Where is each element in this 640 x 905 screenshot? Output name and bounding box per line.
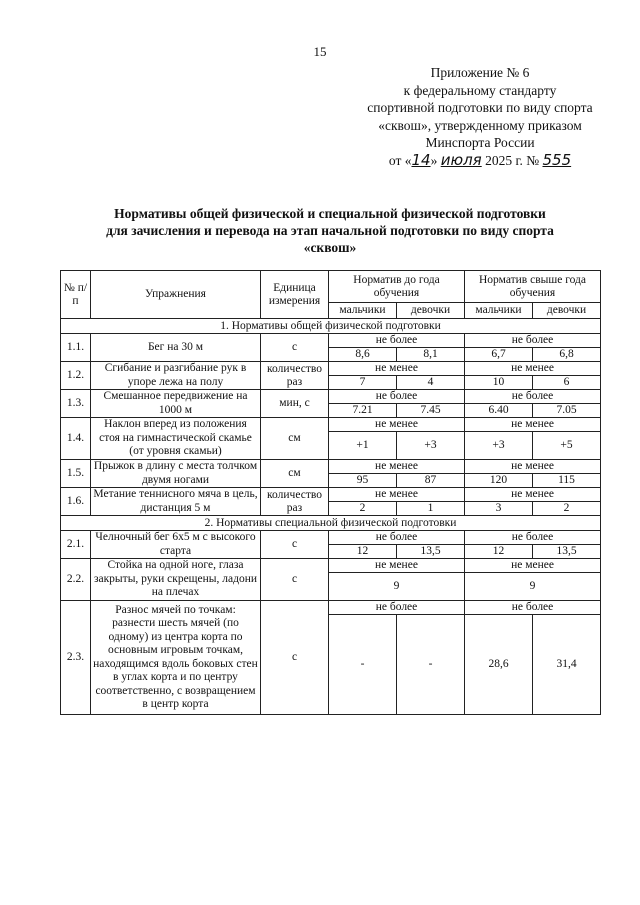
row-condition-before: не менее: [329, 362, 465, 376]
row-exercise: Наклон вперед из положения стоя на гимнастической скамье (от уровня скамьи): [91, 418, 261, 460]
title-line: «сквош»: [303, 240, 357, 255]
header-boys: мальчики: [465, 303, 533, 319]
row-number: 1.6.: [61, 488, 91, 516]
handwritten-order-number: 555: [542, 150, 572, 169]
document-title: [60, 205, 600, 256]
value-before-year: 9: [329, 573, 465, 601]
row-exercise: Смешанное передвижение на 1000 м: [91, 390, 261, 418]
appendix-line: «сквош», утвержденному приказом: [378, 117, 582, 133]
section-title: 1. Нормативы общей физической подготовки: [61, 319, 601, 334]
norms-table: [60, 270, 601, 715]
row-number: 2.2.: [61, 559, 91, 601]
title-line: для зачисления и перевода на этап начальной подготовки по виду спорта: [106, 223, 554, 238]
value-boys-after: 6,7: [465, 348, 533, 362]
row-unit: с: [261, 559, 329, 601]
value-girls-before: 87: [397, 474, 465, 488]
value-girls-before: 8,1: [397, 348, 465, 362]
table-row: [61, 362, 601, 376]
row-condition-before: не более: [329, 390, 465, 404]
value-girls-before: +3: [397, 432, 465, 460]
row-condition-before: не менее: [329, 488, 465, 502]
header-before-year: Норматив до года обучения: [329, 271, 465, 303]
value-boys-after: 120: [465, 474, 533, 488]
table-row: [61, 334, 601, 348]
header-exercise: Упражнения: [91, 271, 261, 319]
handwritten-month: июля: [440, 150, 482, 169]
value-boys-after: 6.40: [465, 404, 533, 418]
value-boys-after: 12: [465, 545, 533, 559]
value-boys-before: 2: [329, 502, 397, 516]
row-condition-before: не менее: [329, 418, 465, 432]
page-number: 15: [313, 44, 327, 59]
row-condition-after: не более: [465, 390, 601, 404]
row-number: 1.4.: [61, 418, 91, 460]
table-row: [61, 460, 601, 474]
row-condition-after: не менее: [465, 418, 601, 432]
row-number: 1.2.: [61, 362, 91, 390]
value-boys-before: 8,6: [329, 348, 397, 362]
value-boys-before: +1: [329, 432, 397, 460]
row-number: 1.3.: [61, 390, 91, 418]
value-girls-before: 1: [397, 502, 465, 516]
value-boys-after: 28,6: [465, 615, 533, 715]
row-unit: с: [261, 601, 329, 715]
appendix-line: к федеральному стандарту: [403, 82, 557, 98]
value-girls-after: 6,8: [533, 348, 601, 362]
value-girls-before: 4: [397, 376, 465, 390]
table-row: [61, 559, 601, 573]
row-condition-after: не менее: [465, 460, 601, 474]
row-condition-after: не менее: [465, 559, 601, 573]
row-condition-before: не более: [329, 334, 465, 348]
row-number: 2.3.: [61, 601, 91, 715]
appendix-line: Минспорта России: [425, 135, 535, 150]
row-exercise: Прыжок в длину с места толчком двумя ногами: [91, 460, 261, 488]
row-condition-after: не менее: [465, 362, 601, 376]
row-condition-after: не более: [465, 601, 601, 615]
row-unit: мин, с: [261, 390, 329, 418]
row-unit: с: [261, 531, 329, 559]
table-row: [61, 418, 601, 432]
row-exercise: Разнос мячей по точкам: разнести шесть мячей (по одному) из центра корта по основным игровым точкам, находящимся вдоль боковых стен в углах корта и по центру соответственно, с возвращением в центр корта: [91, 601, 261, 715]
table-row: [61, 488, 601, 502]
value-girls-after: 31,4: [533, 615, 601, 715]
row-exercise: Стойка на одной ноге, глаза закрыты, руки скрещены, ладони на плечах: [91, 559, 261, 601]
value-boys-before: 12: [329, 545, 397, 559]
row-exercise: Сгибание и разгибание рук в упоре лежа на полу: [91, 362, 261, 390]
table-row: [61, 601, 601, 615]
row-condition-after: не более: [465, 531, 601, 545]
value-girls-after: 115: [533, 474, 601, 488]
date-year: 2025 г. №: [481, 152, 543, 168]
row-unit: см: [261, 418, 329, 460]
date-prefix: от «: [388, 152, 412, 168]
section-row: [61, 516, 601, 531]
row-number: 2.1.: [61, 531, 91, 559]
value-boys-after: +3: [465, 432, 533, 460]
appendix-line: Приложение № 6: [430, 65, 530, 80]
row-unit: количество раз: [261, 488, 329, 516]
value-boys-after: 10: [465, 376, 533, 390]
row-exercise: Бег на 30 м: [91, 334, 261, 362]
section-title: 2. Нормативы специальной физической подготовки: [61, 516, 601, 531]
handwritten-day: 14: [411, 150, 431, 169]
value-girls-after: 6: [533, 376, 601, 390]
order-date-line: [330, 152, 630, 170]
header-row: [61, 271, 601, 303]
appendix-header: [330, 64, 630, 169]
appendix-line: спортивной подготовки по виду спорта: [367, 100, 593, 115]
value-girls-after: 7.05: [533, 404, 601, 418]
value-boys-after: 3: [465, 502, 533, 516]
value-girls-before: -: [397, 615, 465, 715]
row-condition-after: не более: [465, 334, 601, 348]
row-condition-after: не менее: [465, 488, 601, 502]
row-number: 1.1.: [61, 334, 91, 362]
value-girls-after: +5: [533, 432, 601, 460]
row-condition-before: не менее: [329, 559, 465, 573]
row-condition-before: не менее: [329, 460, 465, 474]
row-exercise: Метание теннисного мяча в цель, дистанция 5 м: [91, 488, 261, 516]
value-girls-before: 13,5: [397, 545, 465, 559]
header-unit: Единица измерения: [261, 271, 329, 319]
row-number: 1.5.: [61, 460, 91, 488]
value-boys-before: 95: [329, 474, 397, 488]
header-number: № п/п: [61, 271, 91, 319]
title-line: Нормативы общей физической и специальной физической подготовки: [114, 206, 546, 221]
row-condition-before: не более: [329, 531, 465, 545]
section-row: [61, 319, 601, 334]
table-row: [61, 531, 601, 545]
row-exercise: Челночный бег 6х5 м с высокого старта: [91, 531, 261, 559]
row-unit: см: [261, 460, 329, 488]
value-boys-before: -: [329, 615, 397, 715]
header-boys: мальчики: [329, 303, 397, 319]
header-after-year: Норматив свыше года обучения: [465, 271, 601, 303]
row-unit: с: [261, 334, 329, 362]
value-girls-after: 2: [533, 502, 601, 516]
value-girls-after: 13,5: [533, 545, 601, 559]
date-mid: »: [430, 152, 441, 168]
header-girls: девочки: [533, 303, 601, 319]
row-condition-before: не более: [329, 601, 465, 615]
value-girls-before: 7.45: [397, 404, 465, 418]
row-unit: количество раз: [261, 362, 329, 390]
value-boys-before: 7: [329, 376, 397, 390]
header-girls: девочки: [397, 303, 465, 319]
value-after-year: 9: [465, 573, 601, 601]
value-boys-before: 7.21: [329, 404, 397, 418]
table-row: [61, 390, 601, 404]
